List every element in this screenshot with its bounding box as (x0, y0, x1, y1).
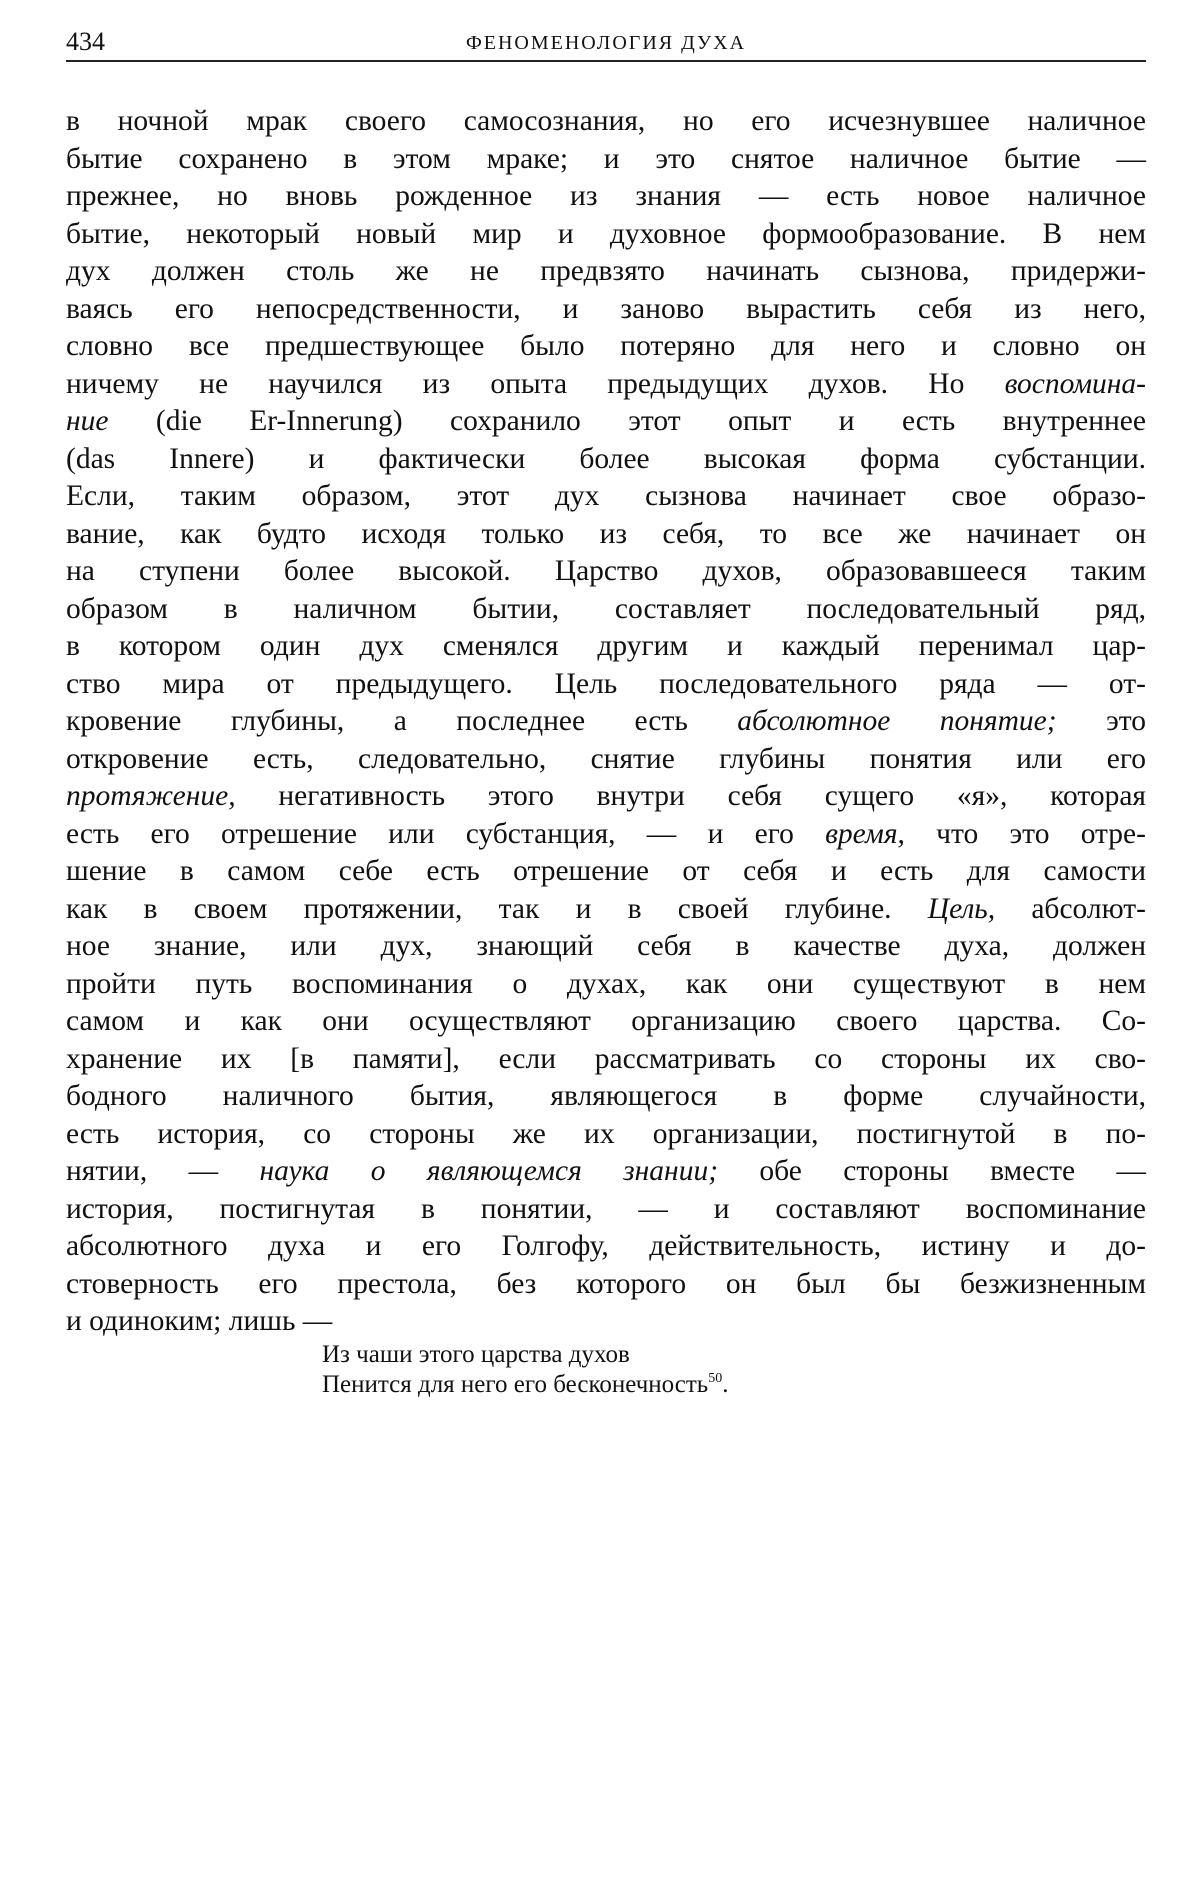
italic-text: ние (66, 405, 109, 437)
text-line (66, 291, 1146, 329)
text-segment: бытие сохранено в этом мраке; и это снятое наличное бытие — (66, 142, 1146, 175)
verse-line-1: Из чаши этого царства духов (322, 1341, 630, 1368)
text-segment: (die Er-Innerung) сохранило этот опыт и есть внутреннее (108, 405, 1146, 437)
text-segment: на ступени более высокой. Царство духов, образовавшееся таким (66, 555, 1146, 587)
text-line (66, 1303, 1146, 1341)
verse-line-2-end: . (722, 1371, 729, 1398)
text-segment: история, постигнутая в понятии, — и составляют воспоминание (66, 1192, 1146, 1225)
footnote-reference: 50 (708, 1371, 723, 1386)
text-segment: самом и как они осуществляют организацию своего царства. Со- (66, 1005, 1146, 1037)
text-segment: образом в наличном бытии, составляет последовательный ряд, (66, 592, 1146, 625)
text-line (66, 816, 1146, 854)
text-line (66, 103, 1146, 141)
text-segment: как в своем протяжении, так и в своей глубине. (66, 892, 928, 925)
italic-text: Цель, (927, 892, 996, 925)
italic-text: наука о являющемся знании; (259, 1155, 719, 1187)
text-line (66, 478, 1146, 516)
text-line (66, 703, 1146, 741)
text-line (66, 628, 1146, 666)
text-segment: (das Innere) и фактически более высокая форма субстанции. (66, 442, 1146, 475)
text-line (66, 1153, 1146, 1191)
verse-quote (322, 1340, 728, 1400)
text-segment: негативность этого внутри себя сущего «я», которая (235, 780, 1146, 812)
text-segment: ное знание, или дух, знающий себя в качестве духа, должен (66, 930, 1146, 962)
text-segment: есть история, со стороны же их организации, постигнутой в по- (66, 1117, 1146, 1150)
verse-line-2 (322, 1370, 728, 1400)
text-segment: вание, как будто исходя только из себя, то все же начинает он (66, 517, 1146, 550)
text-segment: бытие, некоторый новый мир и духовное формообразование. В нем (66, 217, 1146, 250)
running-head: ФЕНОМЕНОЛОГИЯ ДУХА (465, 32, 747, 54)
text-line (66, 778, 1146, 816)
italic-text: абсолютное понятие; (737, 705, 1057, 737)
page-header (66, 26, 1146, 62)
text-segment: шение в самом себе есть отрешение от себя и есть для самости (66, 855, 1146, 887)
text-segment: дух должен столь же не предвзято начинать сызнова, придержи- (66, 255, 1146, 287)
text-line (66, 216, 1146, 254)
text-line (66, 328, 1146, 366)
page-number: 434 (66, 27, 105, 56)
text-segment: ничему не научился из опыта предыдущих духов. Но (66, 367, 1005, 400)
text-line (66, 516, 1146, 554)
text-line (66, 1003, 1146, 1041)
verse-line-2-text: Пенится для него его бесконечность (322, 1371, 709, 1398)
text-line (66, 141, 1146, 179)
text-segment: обе стороны вместе — (718, 1155, 1146, 1187)
text-line (66, 891, 1146, 929)
text-segment: бодного наличного бытия, являющегося в форме случайности, (66, 1080, 1146, 1112)
text-line (66, 403, 1146, 441)
body-paragraph (66, 103, 1146, 1341)
text-segment: ство мира от предыдущего. Цель последовательного ряда — от- (66, 667, 1146, 700)
text-segment: хранение их [в памяти], если рассматривать со стороны их сво- (66, 1042, 1146, 1075)
italic-text: время, (825, 817, 905, 850)
text-segment: кровение глубины, а последнее есть (66, 705, 738, 737)
text-line (66, 1041, 1146, 1079)
text-line (66, 966, 1146, 1004)
text-segment: это (1056, 705, 1146, 737)
text-segment: есть его отрешение или субстанция, — и его (66, 817, 826, 850)
text-segment: словно все предшествующее было потеряно для него и словно он (66, 330, 1146, 362)
text-line (66, 741, 1146, 779)
text-segment: и одиноким; лишь — (66, 1305, 333, 1337)
text-line (66, 666, 1146, 704)
text-line (66, 928, 1146, 966)
text-segment: нятии, — (66, 1155, 260, 1187)
text-line (66, 1266, 1146, 1304)
text-segment: прежнее, но вновь рожденное из знания — есть новое наличное (66, 180, 1146, 212)
text-line (66, 1191, 1146, 1229)
text-line (66, 1228, 1146, 1266)
italic-text: протяжение, (66, 780, 236, 812)
text-segment: пройти путь воспоминания о духах, как они существуют в нем (66, 967, 1146, 1000)
text-line (66, 591, 1146, 629)
italic-text: воспомина- (1004, 367, 1146, 400)
text-segment: ваясь его непосредственности, и заново вырастить себя из него, (66, 292, 1146, 325)
text-segment: Если, таким образом, этот дух сызнова начинает свое образо- (66, 480, 1146, 512)
text-segment: откровение есть, следовательно, снятие глубины понятия или его (66, 742, 1146, 775)
text-segment: в котором один дух сменялся другим и каждый перенимал цар- (66, 630, 1146, 662)
text-line (66, 441, 1146, 479)
text-segment: в ночной мрак своего самосознания, но его исчезнувшее наличное (66, 105, 1146, 137)
text-line (66, 1078, 1146, 1116)
text-segment: абсолют- (995, 892, 1146, 925)
text-line (66, 253, 1146, 291)
text-line (66, 366, 1146, 404)
text-line (66, 1116, 1146, 1154)
text-line (66, 853, 1146, 891)
text-line (66, 178, 1146, 216)
text-segment: что это отре- (904, 817, 1146, 850)
text-segment: абсолютного духа и его Голгофу, действительность, истину и до- (66, 1230, 1146, 1262)
text-segment: стоверность его престола, без которого он был бы безжизненным (66, 1267, 1146, 1300)
text-line (66, 553, 1146, 591)
